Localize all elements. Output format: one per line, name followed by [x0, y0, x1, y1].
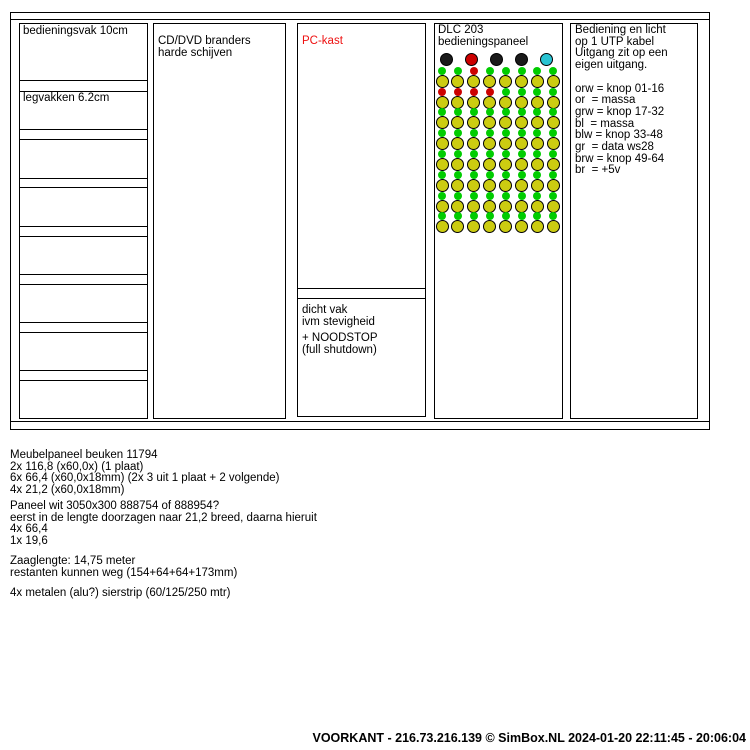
panel-button-yellow [499, 137, 512, 150]
text-line: eerst in de lengte doorzagen naar 21,2 breed, daarna hieruit [10, 511, 317, 524]
cabinet-top-rail-line [10, 19, 710, 20]
led-indicator-green [438, 192, 446, 200]
led-indicator-green [486, 108, 494, 116]
led-indicator-red [438, 88, 446, 96]
panel-button-yellow [451, 220, 464, 233]
led-indicator-green [454, 67, 462, 75]
column-bedieningsvak [19, 23, 148, 419]
shelf-line [20, 322, 147, 323]
text-line: br = +5v [575, 164, 621, 177]
panel-button-yellow [531, 96, 544, 109]
pckast-shelf-line-bottom [298, 298, 425, 299]
panel-button-yellow [483, 158, 496, 171]
panel-button-yellow [436, 200, 449, 213]
panel-button-yellow [483, 220, 496, 233]
text-line: 2x 116,8 (x60,0x) (1 plaat) [10, 460, 144, 473]
panel-button-yellow [547, 116, 560, 129]
shelf-line [20, 284, 147, 285]
led-indicator-green [533, 88, 541, 96]
led-indicator-green [502, 129, 510, 137]
panel-button-yellow [436, 116, 449, 129]
panel-button-yellow [436, 179, 449, 192]
text-line: brw = knop 49-64 [575, 152, 665, 165]
panel-button-yellow [499, 179, 512, 192]
led-indicator-green [518, 171, 526, 179]
shelf-line [20, 380, 147, 381]
led-indicator-red [470, 88, 478, 96]
led-indicator-green [518, 108, 526, 116]
panel-button-yellow [531, 116, 544, 129]
panel-button-yellow [436, 220, 449, 233]
panel-button-yellow [515, 137, 528, 150]
led-indicator-green [549, 171, 557, 179]
shelf-line [20, 332, 147, 333]
led-indicator-green [470, 108, 478, 116]
led-indicator-green [454, 108, 462, 116]
text-line: Zaaglengte: 14,75 meter [10, 555, 136, 567]
led-indicator-red [486, 88, 494, 96]
panel-button-yellow [547, 75, 560, 88]
led-indicator-green [533, 129, 541, 137]
led-indicator-green [486, 171, 494, 179]
panel-button-yellow [547, 96, 560, 109]
panel-big-button-black [440, 53, 453, 66]
panel-button-yellow [499, 75, 512, 88]
led-indicator-green [533, 67, 541, 75]
led-indicator-green [438, 67, 446, 75]
text-line: op 1 UTP kabel [575, 35, 655, 48]
panel-button-yellow [515, 116, 528, 129]
text-line: 4x 21,2 (x60,0x18mm) [10, 484, 125, 497]
led-indicator-green [454, 171, 462, 179]
led-indicator-green [549, 192, 557, 200]
cabinet-bottom-rail-line [10, 421, 710, 422]
led-indicator-green [486, 212, 494, 220]
panel-button-yellow [515, 96, 528, 109]
text-line: Bediening en licht [575, 24, 666, 36]
text-line: ivm stevigheid [302, 315, 375, 328]
led-indicator-green [454, 150, 462, 158]
panel-button-yellow [499, 158, 512, 171]
text-line: 6x 66,4 (x60,0x18mm) (2x 3 uit 1 plaat + 2 volgende) [10, 472, 280, 485]
panel-button-yellow [451, 200, 464, 213]
led-indicator-red [470, 67, 478, 75]
led-indicator-green [470, 171, 478, 179]
led-indicator-green [502, 171, 510, 179]
led-indicator-green [533, 171, 541, 179]
led-indicator-green [549, 212, 557, 220]
text-line: 4x metalen (alu?) sierstrip (60/125/250 mtr) [10, 587, 231, 599]
panel-button-yellow [467, 158, 480, 171]
led-indicator-green [502, 88, 510, 96]
text-line: (full shutdown) [302, 343, 377, 356]
shelf-line [20, 274, 147, 275]
panel-button-yellow [531, 75, 544, 88]
shelf-line [20, 129, 147, 130]
panel-button-yellow [467, 96, 480, 109]
panel-big-button-black [515, 53, 528, 66]
led-indicator-green [438, 108, 446, 116]
noodstop-note [302, 333, 378, 356]
panel-button-yellow [483, 116, 496, 129]
text-line: 4x 66,4 [10, 523, 48, 536]
led-indicator-green [549, 108, 557, 116]
panel-button-yellow [531, 200, 544, 213]
panel-button-yellow [467, 200, 480, 213]
shelf-line [20, 226, 147, 227]
led-indicator-green [533, 108, 541, 116]
panel-button-yellow [499, 116, 512, 129]
text-line: + NOODSTOP [302, 332, 378, 344]
led-indicator-green [518, 150, 526, 158]
shelf-line [20, 178, 147, 179]
panel-button-yellow [515, 158, 528, 171]
panel-button-yellow [467, 137, 480, 150]
led-indicator-green [486, 67, 494, 75]
notes-trim [10, 588, 231, 600]
panel-button-yellow [547, 220, 560, 233]
led-indicator-green [486, 129, 494, 137]
shelf-line [20, 80, 147, 81]
panel-button-yellow [483, 96, 496, 109]
panel-button-yellow [436, 75, 449, 88]
notes-saw-length [10, 556, 237, 579]
shelf-line [20, 370, 147, 371]
led-indicator-red [454, 88, 462, 96]
led-indicator-green [549, 129, 557, 137]
led-indicator-green [470, 150, 478, 158]
panel-button-yellow [547, 158, 560, 171]
panel-button-yellow [451, 75, 464, 88]
led-indicator-green [549, 88, 557, 96]
panel-button-yellow [467, 116, 480, 129]
text-line: dicht vak [302, 304, 348, 316]
led-indicator-green [454, 192, 462, 200]
pckast-shelf-line-top [298, 288, 425, 289]
led-indicator-green [470, 129, 478, 137]
led-indicator-green [518, 192, 526, 200]
led-indicator-green [518, 67, 526, 75]
text-line: grw = knop 17-32 [575, 105, 665, 118]
text-line: 1x 19,6 [10, 535, 48, 548]
cddvd-label [158, 36, 251, 59]
led-indicator-green [518, 129, 526, 137]
panel-button-yellow [515, 75, 528, 88]
led-indicator-green [438, 171, 446, 179]
panel-big-button-cyan [540, 53, 553, 66]
panel-button-yellow [547, 137, 560, 150]
panel-button-yellow [531, 220, 544, 233]
panel-button-yellow [499, 96, 512, 109]
panel-button-yellow [451, 179, 464, 192]
text-line: Meubelpaneel beuken 11794 [10, 449, 158, 461]
panel-button-yellow [467, 220, 480, 233]
led-indicator-green [533, 192, 541, 200]
led-indicator-green [533, 212, 541, 220]
panel-button-yellow [451, 158, 464, 171]
led-indicator-green [502, 150, 510, 158]
led-indicator-green [438, 212, 446, 220]
bedieningsvak-label: bedieningsvak 10cm [23, 25, 128, 37]
notes-panel [10, 501, 317, 548]
shelf-line [20, 139, 147, 140]
footer-stamp: VOORKANT - 216.73.216.139 © SimBox.NL 2024-01-20 22:11:45 - 20:06:04 [312, 731, 746, 745]
text-line [575, 72, 668, 84]
led-indicator-green [470, 212, 478, 220]
panel-button-yellow [451, 96, 464, 109]
led-indicator-green [438, 150, 446, 158]
text-line: Paneel wit 3050x300 888754 of 888954? [10, 500, 220, 512]
panel-button-yellow [467, 75, 480, 88]
shelf-line [20, 187, 147, 188]
text-line: eigen uitgang. [575, 59, 648, 72]
panel-button-yellow [451, 116, 464, 129]
text-line: orw = knop 01-16 [575, 82, 665, 95]
panel-button-yellow [467, 179, 480, 192]
text-line: restanten kunnen weg (154+64+64+173mm) [10, 566, 238, 579]
text-line: gr = data ws28 [575, 141, 654, 154]
led-indicator-green [518, 212, 526, 220]
text-line: or = massa [575, 94, 636, 107]
led-indicator-green [518, 88, 526, 96]
notes-materials [10, 450, 279, 497]
led-indicator-green [502, 67, 510, 75]
text-line: CD/DVD branders [158, 35, 251, 47]
panel-button-yellow [483, 200, 496, 213]
panel-button-yellow [436, 137, 449, 150]
shelf-line [20, 236, 147, 237]
led-indicator-green [486, 192, 494, 200]
shelf-line [20, 91, 147, 92]
panel-button-yellow [499, 220, 512, 233]
led-indicator-green [502, 108, 510, 116]
column-cddvd [153, 23, 286, 419]
column-pckast [297, 23, 426, 417]
panel-button-yellow [547, 179, 560, 192]
led-indicator-green [454, 212, 462, 220]
text-line: blw = knop 33-48 [575, 129, 663, 142]
led-indicator-green [549, 67, 557, 75]
led-indicator-green [533, 150, 541, 158]
panel-button-yellow [531, 179, 544, 192]
text-line: bl = massa [575, 117, 635, 130]
panel-button-yellow [531, 158, 544, 171]
led-indicator-green [454, 129, 462, 137]
text-line: Uitgang zit op een [575, 47, 668, 60]
led-indicator-green [549, 150, 557, 158]
panel-button-yellow [483, 75, 496, 88]
panel-button-yellow [436, 158, 449, 171]
pckast-label: PC-kast [302, 35, 343, 47]
panel-button-yellow [436, 96, 449, 109]
wiring-notes-text [575, 25, 668, 177]
panel-button-yellow [547, 200, 560, 213]
led-indicator-green [502, 212, 510, 220]
panel-big-button-black [490, 53, 503, 66]
column-dlc-panel [434, 23, 563, 419]
led-indicator-green [486, 150, 494, 158]
panel-button-yellow [451, 137, 464, 150]
dicht-vak-note [302, 305, 375, 328]
panel-button-yellow [515, 179, 528, 192]
led-indicator-green [438, 129, 446, 137]
panel-big-button-red [465, 53, 478, 66]
panel-button-yellow [531, 137, 544, 150]
legvakken-label: legvakken 6.2cm [23, 92, 110, 104]
panel-button-yellow [483, 137, 496, 150]
text-line: DLC 203 [438, 24, 484, 36]
text-line: bedieningspaneel [438, 35, 529, 48]
column-wiring-notes [570, 23, 698, 419]
led-indicator-green [502, 192, 510, 200]
panel-button-yellow [483, 179, 496, 192]
led-indicator-green [470, 192, 478, 200]
text-line: harde schijven [158, 46, 233, 59]
dlc-panel-title [438, 25, 528, 48]
panel-button-yellow [499, 200, 512, 213]
panel-button-yellow [515, 200, 528, 213]
panel-button-yellow [515, 220, 528, 233]
